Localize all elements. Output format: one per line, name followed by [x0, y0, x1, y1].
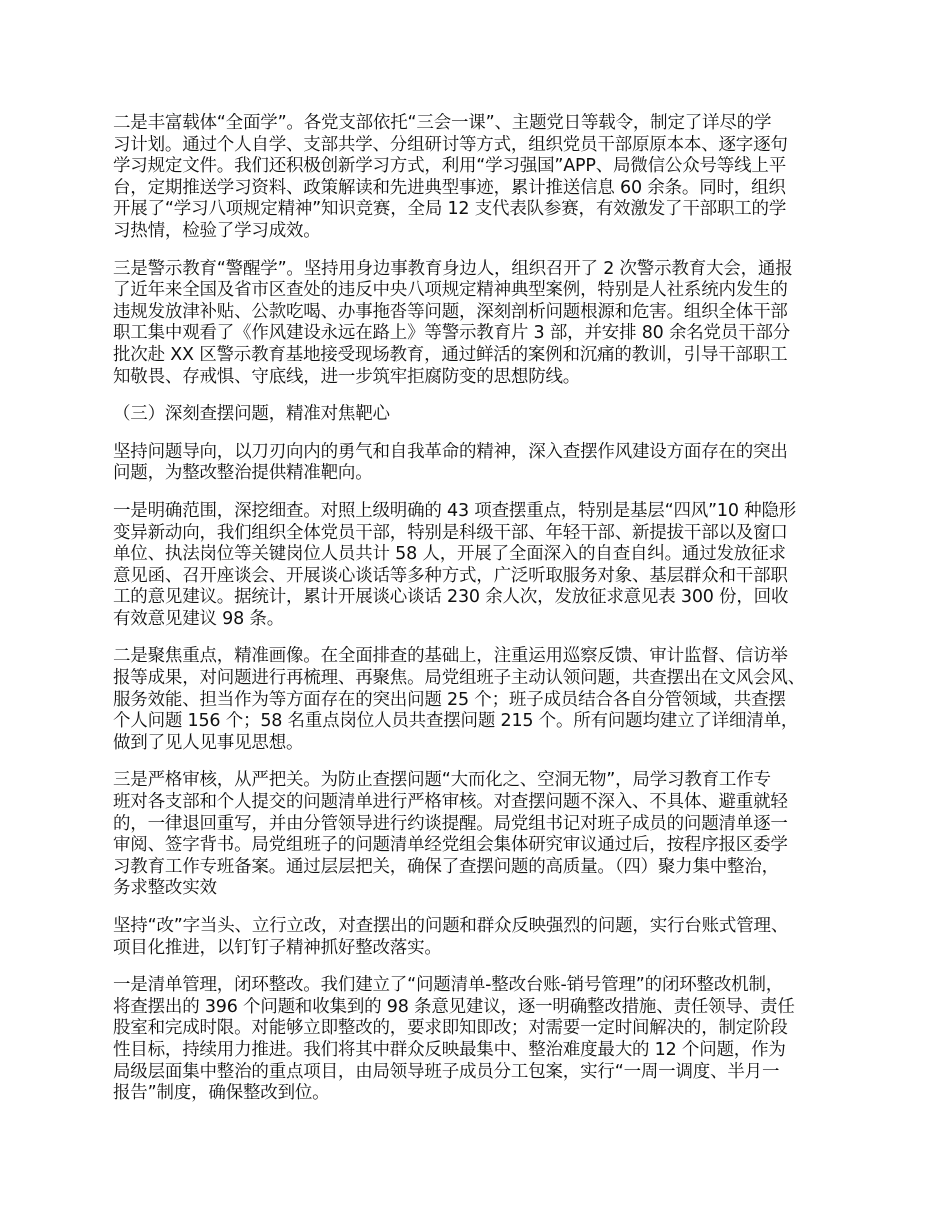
text-line: 三是严格审核，从严把关。为防止查摆问题“大而化之、空洞无物”，局学习教育工作专: [113, 770, 771, 791]
paragraph-list-management: [113, 975, 843, 1105]
paragraph-focus-priorities: [113, 646, 843, 754]
paragraph-problem-orientation: [113, 442, 843, 485]
text-line: 二是丰富载体“全面学”。各党支部依托“三会一课”、主题党日等载令，制定了详尽的学: [113, 113, 772, 133]
text-line: 股室和完成时限。对能够立即整改的，要求即知即改；对需要一定时间解决的，制定阶段: [113, 1018, 788, 1039]
paragraph-study-carriers: [113, 113, 843, 243]
text-line: 一是明确范围，深挖细查。对照上级明确的 43 项查摆重点，特别是基层“四风”10 种隐形: [113, 500, 797, 521]
text-line: 学习规定文件。我们还积极创新学习方式，利用“学习强国”APP、局微信公众号等线上平: [113, 156, 787, 177]
text-line: 坚持“改”字当头、立行立改，对查摆出的问题和群众反映强烈的问题，实行台账式管理、: [113, 916, 789, 936]
text-line: 变异新动向，我们组织全体党员干部，特别是科级干部、年轻干部、新提拔干部以及窗口: [113, 522, 788, 543]
text-line: 性目标，持续用力推进。我们将其中群众反映最集中、整治难度最大的 12 个问题，作为: [113, 1039, 786, 1060]
text-line: 习教育工作专班备案。通过层层把关，确保了查摆问题的高质量。（四）聚力集中整治，: [113, 856, 779, 877]
text-line: 报等成果，对问题进行再梳理、再聚焦。局党组班子主动认领问题，共查摆出在文风会风、: [113, 668, 805, 689]
text-line: 意见函、召开座谈会、开展谈心谈话等多种方式，广泛听取服务对象、基层群众和干部职: [113, 565, 788, 586]
text-line: 一是清单管理，闭环整改。我们建立了“问题清单-整改台账-销号管理”的闭环整改机制，: [113, 975, 784, 996]
paragraph-strict-review: [113, 770, 843, 900]
text-line: 工的意见建议。据统计，累计开展谈心谈话 230 余人次，发放征求意见表 300 份，回收: [113, 587, 789, 608]
text-line: 项目化推进，以钉钉子精神抓好整改落实。: [113, 937, 442, 958]
document-page: [113, 113, 843, 1121]
text-line: 知敬畏、存戒惧、守底线，进一步筑牢拒腐防变的思想防线。: [113, 366, 581, 387]
text-line: 局级层面集中整治的重点项目，由局领导班子成员分工包案，实行“一周一调度、半月一: [113, 1061, 780, 1082]
text-line: 做到了见人见事见思想。: [113, 732, 304, 753]
text-line: 开展了“学习八项规定精神”知识竞赛，全局 12 支代表队参赛，有效激发了干部职工的学: [113, 199, 787, 220]
paragraph-rectification-principle: [113, 916, 843, 959]
section-heading-3: [113, 404, 843, 426]
text-line: 服务效能、担当作为等方面存在的突出问题 25 个；班子成员结合各自分管领域，共查摆: [113, 689, 786, 710]
text-line: 个人问题 156 个；58 名重点岗位人员共查摆问题 215 个。所有问题均建立了详细清单，: [113, 711, 799, 732]
text-line: 了近年来全国及省市区查处的违反中央八项规定精神典型案例，特别是人社系统内发生的: [113, 280, 788, 301]
text-line: 有效意见建议 98 条。: [113, 608, 284, 629]
text-line: 的，一律退回重写，并由分管领导进行约谈提醒。局党组书记对班子成员的问题清单逐一: [113, 813, 788, 834]
section-heading-text: （三）深刻查摆问题，精准对焦靶心: [113, 404, 390, 425]
text-line: 习计划。通过个人自学、支部共学、分组研讨等方式，组织党员干部原原本本、逐字逐句: [113, 134, 788, 155]
text-line: 三是警示教育“警醒学”。坚持用身边事教育身边人，组织召开了 2 次警示教育大会，通报: [113, 258, 793, 279]
paragraph-define-scope: [113, 501, 843, 631]
text-line: 单位、执法岗位等关键岗位人员共计 58 人，开展了全面深入的自查自纠。通过发放征求: [113, 544, 786, 565]
text-line: 班对各支部和个人提交的问题清单进行严格审核。对查摆问题不深入、不具体、避重就轻: [113, 792, 788, 813]
text-line: 务求整改实效: [113, 878, 217, 899]
text-line: 台，定期推送学习资料、政策解读和先进典型事迹，累计推送信息 60 余条。同时，组织: [113, 177, 786, 198]
text-line: 坚持问题导向，以刀刃向内的勇气和自我革命的精神，深入查摆作风建设方面存在的突出: [113, 441, 788, 462]
text-line: 批次赴 XX 区警示教育基地接受现场教育，通过鲜活的案例和沉痛的教训，引导干部职工: [113, 344, 788, 365]
paragraph-warning-education: [113, 259, 843, 389]
text-line: 习热情，检验了学习成效。: [113, 220, 321, 241]
text-line: 将查摆出的 396 个问题和收集到的 98 条意见建议，逐一明确整改措施、责任领导、责任: [113, 996, 795, 1017]
text-line: 报告”制度，确保整改到位。: [113, 1083, 330, 1104]
text-line: 二是聚焦重点，精准画像。在全面排查的基础上，注重运用巡察反馈、审计监督、信访举: [113, 646, 788, 667]
text-line: 审阅、签字背书。局党组班子的问题清单经党组会集体研究审议通过后，按程序报区委学: [113, 835, 788, 856]
text-line: 问题，为整改整治提供精准靶向。: [113, 463, 373, 484]
text-line: 职工集中观看了《作风建设永远在路上》等警示教育片 3 部，并安排 80 余名党员干部分: [113, 323, 791, 344]
text-line: 违规发放津补贴、公款吃喝、办事拖沓等问题，深刻剖析问题根源和危害。组织全体干部: [113, 301, 788, 322]
